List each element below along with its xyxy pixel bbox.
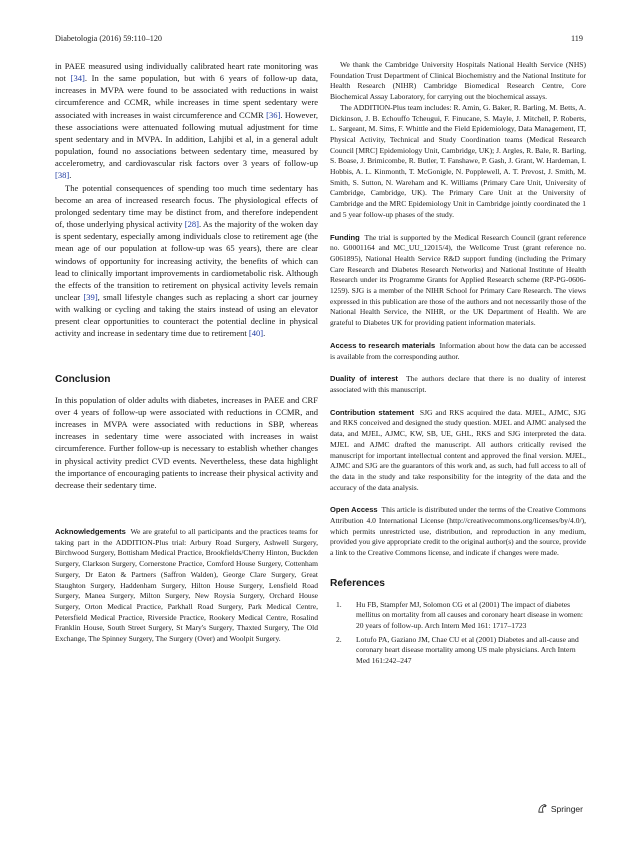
left-column	[55, 60, 318, 645]
publisher-name: Springer	[550, 803, 583, 814]
citation-link[interactable]: [38]	[55, 170, 70, 181]
page-number: 119	[571, 34, 583, 43]
funding-label: Funding	[330, 232, 360, 242]
access-statement: Access to research materials Information about how the data can be accessed is available from the corresponding author.	[330, 340, 586, 361]
reference-item	[330, 635, 586, 667]
reference-number: 2.	[336, 634, 342, 644]
open-access-statement: Open Access This article is distributed under the terms of the Creative Commons Attribution 4.0 International License (http://creativecommons.org/licenses/by/4.0/), which permits unrestricted use, distribution, and reproduction in any medium, provided you give appropriate credit to the original author(s) and the source, provide a link to the Creative Commons license, and indicate if changes were made.	[330, 505, 586, 558]
reference-text: Hu FB, Stampfer MJ, Solomon CG et al (2001) The impact of diabetes mellitus on mortality from all causes and coronary heart disease in women: 20 years of follow-up. Arch Intern Med 161: 1717–1723	[356, 599, 583, 630]
citation-link[interactable]: [36]	[266, 109, 281, 120]
thanks-paragraph-1: We thank the Cambridge University Hospitals National Health Service (NHS) Foundation Trust Department of Clinical Biochemistry and the National Institute for Health Research (NIHR) Cambridge Biomedical Research Centre, Core Biochemical Assay Laboratory, for carrying out the biochemical assays.	[330, 60, 586, 102]
contribution-label: Contribution statement	[330, 407, 415, 417]
references-list	[330, 600, 586, 667]
references-heading: References	[330, 577, 385, 589]
reference-item	[330, 600, 586, 632]
journal-citation: Diabetologia (2016) 59:110–120	[55, 34, 163, 43]
contribution-statement: Contribution statement SJG and RKS acquired the data. MJEL, AJMC, SJG and RKS conceived and designed the study question. MJEL and AJMC analysed the data, and MJEL, AJMC, KW, SB, UE, GHL, RKS and SJG interpreted the data. MJEL and AJMC drafted the manuscript. All authors critically revised the manuscript for important intellectual content and approved the final version. MJEL, AJMC and SJG are the guarantors of this work and, as such, had full access to all of the data in the study and take responsibility for the integrity of the data and the accuracy of the data analysis.	[330, 407, 586, 492]
duality-statement: Duality of interest The authors declare that there is no duality of interest associated with this manuscript.	[330, 374, 586, 394]
duality-label: Duality of interest	[330, 374, 398, 384]
reference-number: 1.	[336, 599, 342, 609]
springer-horse-icon	[537, 803, 548, 814]
discussion-paragraph-2: The potential consequences of spending too much time sedentary has become an area of increased research focus. The physiological effects of prolonged sedentary time may be distinct from, and therefore independent of, those underlying physical activity [28]. As the majority of the woken day is spent sedentary, especially among individuals close to retirement age (the mean age of our population at follow-up was 65 years), there are clear windows of opportunity for increasing activity, the benefits of which can lead to clinically important improvements in cardiometabolic risk. Although the effects of the transition to retirement on physical activity levels remain unclear [39], small lifestyle changes such as replacing a short car journey with walking or cycling and taking the stairs instead of using an elevator present clear opportunities to counteract the potential decline in physical activity and increase in sedentary time due to retirement [40].	[55, 182, 318, 339]
funding-statement: Funding The trial is supported by the Medical Research Council (grant reference no. G0001164 and MC_UU_12015/4), the Wellcome Trust (grant reference no. G061895), National Health Service R&D support funding (including the Primary Care Research and Diabetes Research Networks) and National Institute of Health Research under its Programme Grants for Applied Research scheme (RP-PG-0606-1259). SJG is a member of the NIHR School for Primary Care Research. The views expressed in this publication are those of the authors and not necessarily those of the National Health Service, the NIHR, or the UK Department of Health. We are grateful to Diabetes UK for providing patient information materials.	[330, 232, 586, 328]
discussion-paragraph-1: in PAEE measured using individually calibrated heart rate monitoring was not [34]. In the same population, but with 6 years of follow-up data, increases in MVPA were found to be associated with reductions in waist circumference and CCMR, while increases in time spent sedentary were associated with increases in waist circumference and CCMR [36]. However, these associations were attenuated following mutual adjustment for time spent sedentary and in MVPA. In addition, Lahjibi et al, in a general adult population, found no associations between sedentary time, measured by accelerometry, and cardiovascular risk factors over 3 years of follow-up [38].	[55, 61, 318, 181]
citation-link[interactable]: [40]	[248, 328, 264, 339]
running-header	[55, 34, 583, 48]
thanks-paragraph-2: The ADDITION-Plus team includes: R. Amin, G. Baker, R. Barling, M. Betts, A. Dickinson, J. B. Echouffo Tcheugui, F. Finucane, S. Mayle, J. Mitchell, P. Roberts, L. Sargeant, M. Sims, F. Whittle and the Field Epidemiology, Data Management, IT, Physical Activity, Technical and Study Coordination teams (Medical Research Council [MRC] Epidemiology Unit, Cambridge, UK); J. Argles, R. Bale, R. Barling, S. Boase, J. Brimicombe, R. Butler, T. Fanshawe, P. Gash, J. Grant, W. Hardeman, I. Hobbis, A. L. Kinmonth, T. McGonigle, N. Popplewell, A. T. Prevost, J. Smith, M. Smith, S. Sutton, N. Wareham and K. Williams (Primary Care Unit, University of Cambridge, Cambridge, UK). The Primary Care Unit at the University of Cambridge and the MRC Epidemiology Unit in Cambridge jointly coordinated the 1 and 5 year follow-up phases of the study.	[330, 102, 586, 219]
conclusion-heading: Conclusion	[55, 373, 111, 385]
access-label: Access to research materials	[330, 340, 436, 350]
reference-text: Lotufo PA, Gaziano JM, Chae CU et al (2001) Diabetes and all-cause and coronary heart disease mortality among US male physicians. Arch Intern Med 161:242–247	[356, 634, 579, 666]
acknowledgements-label: Acknowledgements	[55, 527, 126, 536]
right-column	[330, 60, 586, 670]
conclusion-paragraph: In this population of older adults with diabetes, increases in PAEE and CRF over 4 years of follow-up were associated with reductions in CCMR, and increases in MVPA were associated with reductions in SBP, whereas increases in sedentary time were associated with increases in waist circumference. Further follow-up is necessary to establish whether changes in physical activity predict CVD events. Nevertheless, these data highlight the importance of encouraging patients to increase their physical activity and decrease their sedentary time.	[55, 394, 318, 490]
citation-link[interactable]: [28]	[184, 219, 199, 230]
publisher-logo	[537, 803, 583, 814]
open-access-label: Open Access	[330, 505, 378, 515]
citation-link[interactable]: [39]	[83, 291, 98, 302]
acknowledgements: Acknowledgements We are grateful to all participants and the practices teams for taking part in the ADDITION-Plus trial: Arbury Road Surgery, Ashwell Surgery, Birchwood Surgery, Bottisham Medical Practice, Brookfields/Cherry Hinton, Buckden Surgery, Clarkson Surgery, Cornerstone Practice, Comford House Surgery, Cottenham Surgery, Dr Eaton & Partners (Saffron Walden), George Clare Surgery, Great Staughton Surgery, Haddenham Surgery, Hilton House Surgery, Lensfield Road Surgery, Manea Surgery, Milton Surgery, New Roysia Surgery, Orchard House Surgery, Orton Medical Practice, Parkhall Road Surgery, Park Medical Centre, Petersfield Medical Practice, Riverside Practice, Rookery Medical Centre, Rosalind Franklin House, South Street Surgery, St Mary's Surgery, Thaxted Surgery, The Old Exchange, The Spinney Surgery, The Surgery (Over) and Woolpit Surgery.	[55, 527, 318, 644]
citation-link[interactable]: [34]	[70, 73, 85, 84]
